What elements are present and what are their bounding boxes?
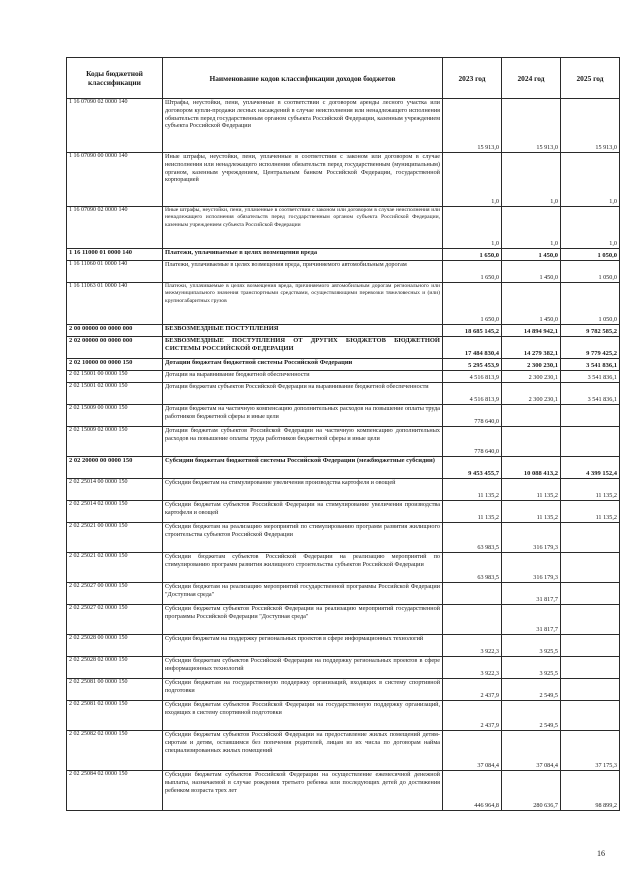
value-2023-cell: 2 437,9 (443, 679, 502, 701)
value-2023-cell: 1 650,0 (443, 283, 502, 325)
value-2025-cell: 37 175,3 (561, 731, 620, 771)
value-2025-cell: 3 541 836,1 (561, 371, 620, 383)
value-2025-cell (561, 427, 620, 457)
table-row (67, 701, 620, 731)
code-cell: 2 02 25081 02 0000 150 (67, 701, 163, 731)
value-2025-cell: 15 913,0 (561, 99, 620, 153)
value-2024-cell: 37 084,4 (502, 731, 561, 771)
name-cell: Субсидии бюджетам субъектов Российской Федерации на стимулирование увеличения производства картофеля и овощей (163, 501, 443, 523)
name-cell: Дотации на выравнивание бюджетной обеспеченности (163, 371, 443, 383)
table-row (67, 249, 620, 261)
value-2024-cell: 1 450,0 (502, 261, 561, 283)
value-2023-cell: 17 484 830,4 (443, 337, 502, 359)
name-cell: Иные штрафы, неустойки, пени, уплаченные в соответствии с законом или договором в случае неисполнения или ненадлежащего исполнения обязательств перед государственным (муниципальным) органом, казенным учреждением, Центральным банком Российской Федерации, государственной корпорацией (163, 153, 443, 207)
name-cell: Субсидии бюджетам субъектов Российской Федерации на реализацию мероприятий по стимулированию программ развития жилищного строительства субъектов Российской Федерации (163, 553, 443, 583)
code-cell: 1 16 11063 01 0000 140 (67, 283, 163, 325)
value-2025-cell (561, 605, 620, 635)
table-row (67, 679, 620, 701)
code-cell: 2 02 25028 00 0000 150 (67, 635, 163, 657)
document-page (66, 57, 620, 811)
header-code: Коды бюджетной классификации (67, 58, 163, 99)
code-cell: 2 00 00000 00 0000 000 (67, 325, 163, 337)
value-2024-cell: 2 300 230,1 (502, 371, 561, 383)
code-cell: 2 02 25081 00 0000 150 (67, 679, 163, 701)
name-cell: Субсидии бюджетам субъектов Российской Федерации на осуществление ежемесячной денежной выплаты, назначаемой в случае рождения третьего ребенка или последующих детей до достижения ребенком возраста трех лет (163, 771, 443, 811)
name-cell: Субсидии бюджетам на государственную поддержку организаций, входящих в систему спортивной подготовки (163, 679, 443, 701)
code-cell: 2 02 10000 00 0000 150 (67, 359, 163, 371)
value-2025-cell: 1 050,0 (561, 283, 620, 325)
value-2024-cell (502, 427, 561, 457)
value-2024-cell: 2 549,5 (502, 679, 561, 701)
name-cell: Субсидии бюджетам субъектов Российской Федерации на государственную поддержку организаций, входящих в систему спортивной подготовки (163, 701, 443, 731)
code-cell: 2 02 15001 00 0000 150 (67, 371, 163, 383)
value-2023-cell (443, 605, 502, 635)
value-2024-cell: 316 179,3 (502, 553, 561, 583)
value-2025-cell (561, 635, 620, 657)
value-2023-cell: 4 516 813,9 (443, 383, 502, 405)
table-row (67, 371, 620, 383)
header-2025: 2025 год (561, 58, 620, 99)
value-2025-cell (561, 523, 620, 553)
code-cell: 1 16 07090 02 0000 140 (67, 99, 163, 153)
value-2023-cell: 9 453 455,7 (443, 457, 502, 479)
name-cell: Субсидии бюджетам на стимулирование увеличения производства картофеля и овощей (163, 479, 443, 501)
name-cell: БЕЗВОЗМЕЗДНЫЕ ПОСТУПЛЕНИЯ ОТ ДРУГИХ БЮДЖЕТОВ БЮДЖЕТНОЙ СИСТЕМЫ РОССИЙСКОЙ ФЕДЕРАЦИИ (163, 337, 443, 359)
value-2024-cell: 14 279 382,1 (502, 337, 561, 359)
code-cell: 1 16 11000 01 0000 140 (67, 249, 163, 261)
name-cell: Субсидии бюджетам субъектов Российской Федерации на реализацию мероприятий государственной программы Российской Федерации "Доступная среда" (163, 605, 443, 635)
name-cell: Субсидии бюджетам субъектов Российской Федерации на поддержку региональных проектов в сфере информационных технологий (163, 657, 443, 679)
value-2024-cell: 316 179,3 (502, 523, 561, 553)
value-2024-cell: 11 135,2 (502, 501, 561, 523)
value-2024-cell: 31 817,7 (502, 583, 561, 605)
value-2023-cell: 15 913,0 (443, 99, 502, 153)
name-cell: Субсидии бюджетам на реализацию мероприятий государственной программы Российской Федерации "Доступная среда" (163, 583, 443, 605)
name-cell: Платежи, уплачиваемые в целях возмещения вреда, причиняемого автомобильным дорогам регионального или межмуниципального значения транспортными средствами, осуществляющими перевозки тяжеловесных и (или) крупногабаритных грузов (163, 283, 443, 325)
value-2025-cell: 9 779 425,2 (561, 337, 620, 359)
value-2025-cell (561, 701, 620, 731)
value-2025-cell: 1,0 (561, 207, 620, 249)
revenue-table (66, 57, 620, 811)
value-2025-cell: 9 782 585,2 (561, 325, 620, 337)
table-row (67, 731, 620, 771)
code-cell: 1 16 07090 02 0000 140 (67, 207, 163, 249)
code-cell: 2 02 25014 00 0000 150 (67, 479, 163, 501)
table-row (67, 153, 620, 207)
value-2023-cell: 446 964,8 (443, 771, 502, 811)
table-row (67, 553, 620, 583)
code-cell: 2 02 25027 02 0000 150 (67, 605, 163, 635)
value-2025-cell: 4 399 152,4 (561, 457, 620, 479)
value-2023-cell: 11 135,2 (443, 479, 502, 501)
code-cell: 1 16 11060 01 0000 140 (67, 261, 163, 283)
value-2025-cell: 11 135,2 (561, 479, 620, 501)
value-2024-cell: 2 300 230,1 (502, 383, 561, 405)
code-cell: 1 16 07090 00 0000 140 (67, 153, 163, 207)
table-row (67, 99, 620, 153)
value-2023-cell: 11 135,2 (443, 501, 502, 523)
value-2025-cell: 98 899,2 (561, 771, 620, 811)
value-2023-cell: 3 922,3 (443, 635, 502, 657)
value-2023-cell: 778 640,0 (443, 405, 502, 427)
value-2023-cell: 1 650,0 (443, 249, 502, 261)
code-cell: 2 02 15009 00 0000 150 (67, 405, 163, 427)
code-cell: 2 02 25082 02 0000 150 (67, 731, 163, 771)
name-cell: Иные штрафы, неустойки, пени, уплаченные в соответствии с законом или договором в случае неисполнения или ненадлежащего исполнения обязательств перед государственным органом субъекта Российской Федерации, казенным учреждением субъекта Российской Федерации (163, 207, 443, 249)
table-row (67, 207, 620, 249)
code-cell: 2 02 15001 02 0000 150 (67, 383, 163, 405)
value-2023-cell: 2 437,9 (443, 701, 502, 731)
value-2024-cell: 14 894 942,1 (502, 325, 561, 337)
table-row (67, 359, 620, 371)
table-header-row (67, 58, 620, 99)
value-2025-cell: 1 050,0 (561, 261, 620, 283)
value-2023-cell: 18 685 145,2 (443, 325, 502, 337)
value-2024-cell: 3 925,5 (502, 635, 561, 657)
value-2023-cell: 5 295 453,9 (443, 359, 502, 371)
header-2023: 2023 год (443, 58, 502, 99)
table-row (67, 523, 620, 553)
table-row (67, 405, 620, 427)
value-2025-cell: 3 541 836,1 (561, 383, 620, 405)
value-2024-cell: 2 300 230,1 (502, 359, 561, 371)
name-cell: Субсидии бюджетам субъектов Российской Федерации на предоставление жилых помещений детям-сиротам и детям, оставшимся без попечения родителей, лицам из их числа по договорам найма специализированных жилых помещений (163, 731, 443, 771)
table-row (67, 657, 620, 679)
value-2025-cell: 1,0 (561, 153, 620, 207)
value-2024-cell: 280 636,7 (502, 771, 561, 811)
value-2025-cell: 3 541 836,1 (561, 359, 620, 371)
value-2024-cell: 1,0 (502, 207, 561, 249)
value-2023-cell: 37 084,4 (443, 731, 502, 771)
code-cell: 2 02 00000 00 0000 000 (67, 337, 163, 359)
name-cell: Дотации бюджетам субъектов Российской Федерации на выравнивание бюджетной обеспеченности (163, 383, 443, 405)
value-2024-cell: 10 088 413,2 (502, 457, 561, 479)
value-2023-cell: 778 640,0 (443, 427, 502, 457)
name-cell: Дотации бюджетам на частичную компенсацию дополнительных расходов на повышение оплаты труда работников бюджетной сферы и иные цели (163, 405, 443, 427)
table-row (67, 605, 620, 635)
value-2025-cell (561, 405, 620, 427)
code-cell: 2 02 25027 00 0000 150 (67, 583, 163, 605)
name-cell: БЕЗВОЗМЕЗДНЫЕ ПОСТУПЛЕНИЯ (163, 325, 443, 337)
value-2024-cell: 31 817,7 (502, 605, 561, 635)
value-2025-cell (561, 583, 620, 605)
code-cell: 2 02 25021 00 0000 150 (67, 523, 163, 553)
value-2025-cell: 11 135,2 (561, 501, 620, 523)
table-row (67, 457, 620, 479)
header-2024: 2024 год (502, 58, 561, 99)
table-row (67, 283, 620, 325)
value-2023-cell: 63 983,5 (443, 523, 502, 553)
table-row (67, 325, 620, 337)
name-cell: Платежи, уплачиваемые в целях возмещения вреда (163, 249, 443, 261)
value-2023-cell: 4 516 813,9 (443, 371, 502, 383)
value-2023-cell: 3 922,3 (443, 657, 502, 679)
value-2025-cell (561, 553, 620, 583)
value-2023-cell (443, 583, 502, 605)
value-2024-cell: 11 135,2 (502, 479, 561, 501)
value-2023-cell: 1 650,0 (443, 261, 502, 283)
code-cell: 2 02 25028 02 0000 150 (67, 657, 163, 679)
name-cell: Дотации бюджетам бюджетной системы Российской Федерации (163, 359, 443, 371)
value-2025-cell (561, 657, 620, 679)
value-2023-cell: 63 983,5 (443, 553, 502, 583)
value-2025-cell: 1 050,0 (561, 249, 620, 261)
value-2023-cell: 1,0 (443, 153, 502, 207)
page-number: 16 (597, 849, 605, 858)
value-2024-cell: 2 549,5 (502, 701, 561, 731)
code-cell: 2 02 25021 02 0000 150 (67, 553, 163, 583)
code-cell: 2 02 15009 02 0000 150 (67, 427, 163, 457)
header-name: Наименование кодов классификации доходов бюджетов (163, 58, 443, 99)
value-2023-cell: 1,0 (443, 207, 502, 249)
name-cell: Платежи, уплачиваемые в целях возмещения вреда, причиняемого автомобильным дорогам (163, 261, 443, 283)
table-row (67, 383, 620, 405)
table-row (67, 501, 620, 523)
value-2024-cell: 1 450,0 (502, 249, 561, 261)
value-2024-cell: 15 913,0 (502, 99, 561, 153)
name-cell: Субсидии бюджетам на поддержку региональных проектов в сфере информационных технологий (163, 635, 443, 657)
code-cell: 2 02 25084 02 0000 150 (67, 771, 163, 811)
value-2025-cell (561, 679, 620, 701)
table-row (67, 771, 620, 811)
table-body (67, 99, 620, 811)
table-row (67, 635, 620, 657)
name-cell: Штрафы, неустойки, пени, уплаченные в соответствии с договором аренды лесного участка или договором купли-продажи лесных насаждений в случае неисполнения или ненадлежащего исполнения обязательств перед государственным органом субъекта Российской Федерации, казенным учреждением субъекта Российской Федерации (163, 99, 443, 153)
table-row (67, 337, 620, 359)
code-cell: 2 02 20000 00 0000 150 (67, 457, 163, 479)
value-2024-cell (502, 405, 561, 427)
value-2024-cell: 1,0 (502, 153, 561, 207)
table-row (67, 583, 620, 605)
table-row (67, 479, 620, 501)
value-2024-cell: 3 925,5 (502, 657, 561, 679)
code-cell: 2 02 25014 02 0000 150 (67, 501, 163, 523)
table-row (67, 261, 620, 283)
name-cell: Дотации бюджетам субъектов Российской Федерации на частичную компенсацию дополнительных расходов на повышение оплаты труда работников бюджетной сферы и иные цели (163, 427, 443, 457)
name-cell: Субсидии бюджетам на реализацию мероприятий по стимулированию программ развития жилищного строительства субъектов Российской Федерации (163, 523, 443, 553)
value-2024-cell: 1 450,0 (502, 283, 561, 325)
table-row (67, 427, 620, 457)
name-cell: Субсидии бюджетам бюджетной системы Российской Федерации (межбюджетные субсидии) (163, 457, 443, 479)
